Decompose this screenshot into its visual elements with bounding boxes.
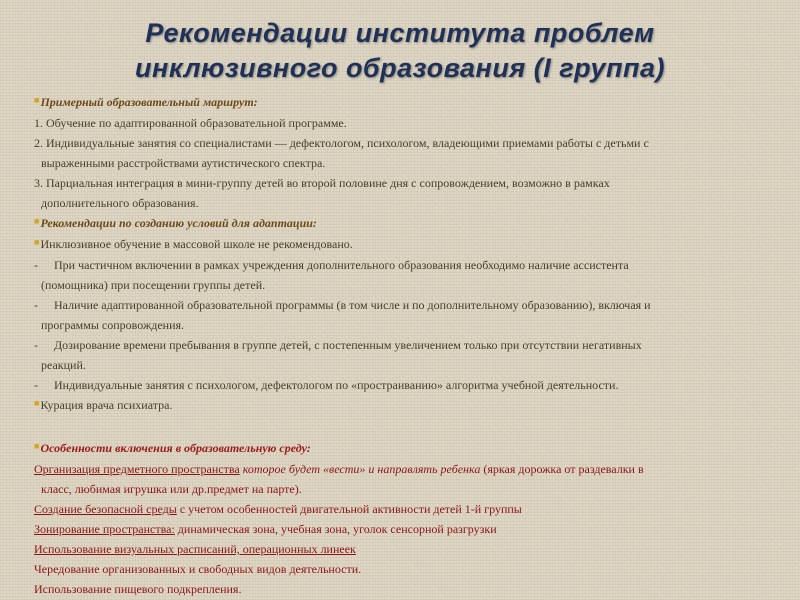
- section3-heading-line: [34, 438, 764, 459]
- dash-marker: -: [34, 258, 38, 272]
- section2-item3-line2: программы сопровождения.: [41, 318, 185, 332]
- slide-title: [0, 16, 800, 86]
- section1-item3-line2: дополнительного образования.: [41, 196, 199, 210]
- section3-item1-line1: [34, 459, 764, 479]
- dash-marker: -: [34, 298, 38, 312]
- section3-item3-underlined: Зонирование пространства:: [34, 522, 175, 536]
- section2-item4-line1: [34, 335, 764, 355]
- section2-item2-text: При частичном включении в рамках учреждения дополнительного образования необходимо наличие ассистента: [54, 258, 629, 272]
- section3-heading: Особенности включения в образовательную среду:: [40, 441, 311, 455]
- bullet-icon: ■: [34, 216, 40, 226]
- section3-item5: Чередование организованных и свободных видов деятельности.: [34, 562, 362, 576]
- section3-item6: Использование пищевого подкрепления.: [34, 582, 242, 596]
- section3-item4-underlined: Использование визуальных расписаний, операционных линеек: [34, 542, 356, 556]
- section3-item2-line: [34, 499, 764, 519]
- bullet-icon: ■: [34, 237, 40, 247]
- section2-item2-line2: (помощника) при посещении группы детей.: [41, 278, 266, 292]
- section1-item1: 1. Обучение по адаптированной образовательной программе.: [34, 116, 347, 130]
- section2-item4-text: Дозирование времени пребывания в группе детей, с постепенным увеличением только при отсутствии негативных: [54, 338, 642, 352]
- section1-heading-line: [34, 92, 764, 113]
- slide-title-line2: инклюзивного образования (I группа): [135, 53, 665, 83]
- section2-item1-line: [34, 234, 764, 255]
- bullet-icon: ■: [34, 398, 40, 408]
- dash-marker: -: [34, 338, 38, 352]
- section3-item2-rest: с учетом особенностей двигательной активности детей 1-й группы: [179, 502, 522, 516]
- slide-title-line1: Рекомендации института проблем: [145, 18, 655, 48]
- section2-item4-line2: реакций.: [41, 358, 86, 372]
- section2-item5-line: [34, 375, 764, 395]
- section3-item4-line: [34, 539, 764, 559]
- section2-item2-line1: [34, 255, 764, 275]
- section1-heading: Примерный образовательный маршрут:: [40, 95, 258, 109]
- section2-heading-line: [34, 213, 764, 234]
- section3-item1-rest: (яркая дорожка от раздевалки в: [483, 462, 644, 476]
- section3-item1-underlined: Организация предметного пространства: [34, 462, 240, 476]
- slide-body: [34, 92, 764, 599]
- section3-item3-line: [34, 519, 764, 539]
- section1-item3-line1: 3. Парциальная интеграция в мини-группу детей во второй половине дня с сопровождением, возможно в рамках: [34, 176, 610, 190]
- section1-item2-line2: выраженными расстройствами аутистического спектра.: [41, 156, 326, 170]
- section2-item6-line: [34, 395, 764, 416]
- dash-marker: -: [34, 378, 38, 392]
- section2-item3-line1: [34, 295, 764, 315]
- section2-item6: Курация врача психиатра.: [40, 398, 173, 412]
- section3-item2-underlined: Создание безопасной среды: [34, 502, 177, 516]
- section3-item1-italic: которое будет «вести» и направлять ребенка: [242, 462, 481, 476]
- section2-item1: Инклюзивное обучение в массовой школе не рекомендовано.: [40, 237, 353, 251]
- section1-item2-line1: 2. Индивидуальные занятия со специалистами — дефектологом, психологом, владеющими приемами работы с детьми с: [34, 136, 649, 150]
- section2-heading: Рекомендации по созданию условий для адаптации:: [40, 216, 317, 230]
- section2-item5-text: Индивидуальные занятия с психологом, дефектологом по «простраиванию» алгоритма учебной деятельности.: [54, 378, 619, 392]
- section3-item1-line2: класс, любимая игрушка или др.предмет на парте).: [41, 482, 302, 496]
- section3-item3-rest: динамическая зона, учебная зона, уголок сенсорной разгрузки: [177, 522, 497, 536]
- section2-item3-text: Наличие адаптированной образовательной программы (в том числе и по дополнительному образованию), включая и: [54, 298, 651, 312]
- bullet-icon: ■: [34, 441, 40, 451]
- bullet-icon: ■: [34, 95, 40, 105]
